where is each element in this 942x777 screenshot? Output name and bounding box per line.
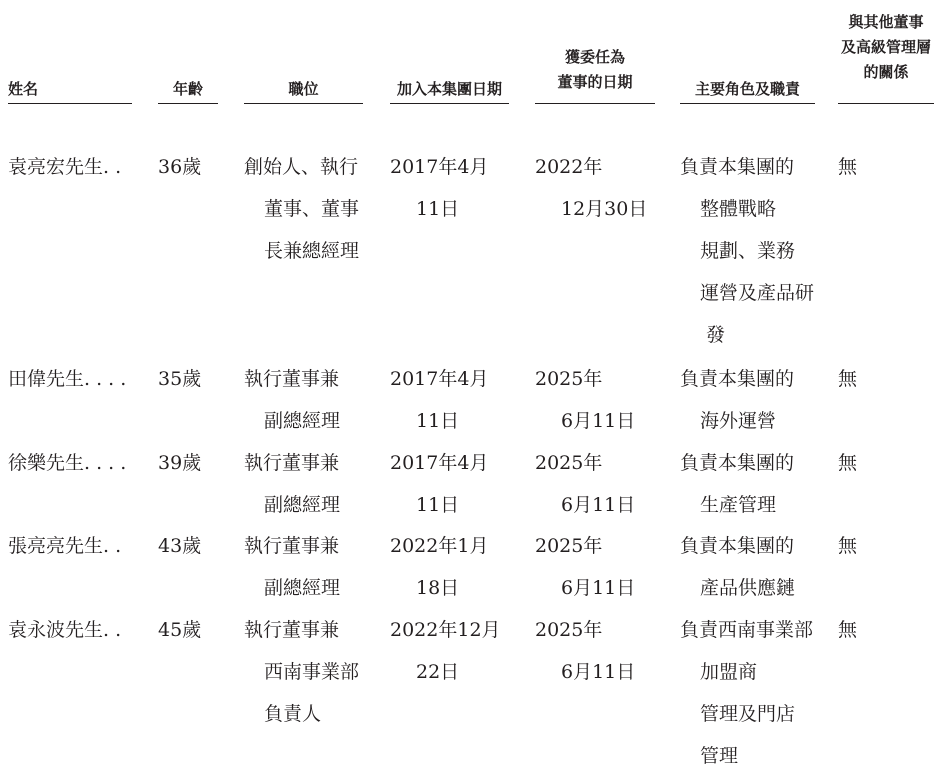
row-4-join-date-line: 18日 — [416, 577, 460, 599]
row-4-position — [244, 525, 340, 609]
header-appoint-date-line-2: 董事的日期 — [557, 73, 633, 91]
row-5-role-line: 管理及門店 — [700, 703, 796, 725]
row-1-name — [8, 146, 121, 188]
row-1-age-text: 36歲 — [158, 156, 202, 178]
row-3-position-line: 執行董事兼 — [244, 452, 340, 474]
row-4-role-line: 負責本集團的 — [680, 535, 795, 557]
row-1-role-line: 運營及產品研 — [700, 282, 815, 304]
row-2-join-date-line: 11日 — [416, 410, 460, 432]
row-3-role-line: 負責本集團的 — [680, 452, 795, 474]
row-2-appoint-date-line: 2025年 — [535, 368, 603, 390]
row-5-relationship — [838, 609, 857, 651]
header-role — [680, 77, 815, 102]
header-relationship-line-2: 及高級管理層 — [840, 38, 931, 56]
row-2-position-line: 執行董事兼 — [244, 368, 340, 390]
row-5-role-line: 管理 — [700, 745, 739, 767]
row-3-position — [244, 442, 340, 526]
row-2-age — [158, 358, 201, 400]
row-2-name-text: 田偉先生. . . . — [8, 368, 127, 390]
row-1-join-date — [390, 146, 488, 230]
row-3-appoint-date-line: 6月11日 — [561, 494, 636, 516]
row-5-position-line: 負責人 — [264, 703, 322, 725]
row-1-position — [244, 146, 359, 272]
row-1-appoint-date — [535, 146, 647, 230]
row-1-role-line: 負責本集團的 — [680, 156, 795, 178]
row-3-position-line: 副總經理 — [264, 494, 341, 516]
header-appoint-date-line-1: 獲委任為 — [564, 48, 625, 66]
row-3-name-text: 徐樂先生. . . . — [8, 452, 127, 474]
row-4-name-text: 張亮亮先生. . — [8, 535, 122, 557]
header-rule-join-date — [390, 103, 509, 104]
header-position — [244, 77, 363, 102]
row-4-name — [8, 525, 121, 567]
row-2-appoint-date — [535, 358, 635, 442]
row-5-role-line: 加盟商 — [700, 661, 758, 683]
row-1-join-date-line: 2017年4月 — [390, 156, 489, 178]
row-2-join-date — [390, 358, 488, 442]
row-2-relationship — [838, 358, 857, 400]
row-5-join-date-line: 22日 — [416, 661, 460, 683]
row-5-age-text: 45歲 — [158, 619, 202, 641]
row-2-age-text: 35歲 — [158, 368, 202, 390]
row-1-role-line: 發 — [706, 324, 726, 346]
row-3-join-date-line: 11日 — [416, 494, 460, 516]
row-4-role — [680, 525, 795, 609]
row-4-appoint-date — [535, 525, 635, 609]
header-rule-age — [158, 103, 218, 104]
row-2-relationship-text: 無 — [838, 368, 858, 390]
row-2-role-line: 負責本集團的 — [680, 368, 795, 390]
row-5-role-line: 負責西南事業部 — [680, 619, 814, 641]
row-4-appoint-date-line: 2025年 — [535, 535, 603, 557]
row-5-name — [8, 609, 121, 651]
header-role-line: 主要角色及職責 — [694, 80, 800, 98]
row-5-age — [158, 609, 201, 651]
header-rule-name — [8, 103, 132, 104]
row-1-name-text: 袁亮宏先生. . — [8, 156, 122, 178]
row-5-relationship-text: 無 — [838, 619, 858, 641]
row-5-position — [244, 609, 359, 735]
row-1-age — [158, 146, 201, 188]
row-1-role — [680, 146, 814, 356]
row-1-appoint-date-line: 12月30日 — [561, 198, 648, 220]
row-3-age — [158, 442, 201, 484]
row-1-appoint-date-line: 2022年 — [535, 156, 603, 178]
header-join-date-line: 加入本集團日期 — [396, 80, 502, 98]
header-rule-position — [244, 103, 363, 104]
header-position-line: 職位 — [288, 80, 319, 98]
row-2-role — [680, 358, 794, 442]
row-2-name — [8, 358, 126, 400]
row-4-appoint-date-line: 6月11日 — [561, 577, 636, 599]
row-4-relationship-text: 無 — [838, 535, 858, 557]
row-3-relationship-text: 無 — [838, 452, 858, 474]
row-4-relationship — [838, 525, 857, 567]
row-3-name — [8, 442, 126, 484]
row-5-position-line: 西南事業部 — [264, 661, 360, 683]
row-5-appoint-date-line: 6月11日 — [561, 661, 636, 683]
header-relationship-line-1: 與其他董事 — [848, 13, 924, 31]
row-3-relationship — [838, 442, 857, 484]
row-2-role-line: 海外運營 — [700, 410, 777, 432]
row-4-join-date — [390, 525, 488, 609]
row-4-position-line: 執行董事兼 — [244, 535, 340, 557]
row-3-appoint-date-line: 2025年 — [535, 452, 603, 474]
row-5-position-line: 執行董事兼 — [244, 619, 340, 641]
header-appoint-date — [535, 45, 655, 95]
row-3-join-date — [390, 442, 488, 526]
row-2-position — [244, 358, 340, 442]
row-2-join-date-line: 2017年4月 — [390, 368, 489, 390]
header-age — [158, 77, 218, 102]
row-5-join-date-line: 2022年12月 — [390, 619, 501, 641]
row-5-join-date — [390, 609, 501, 693]
row-3-role — [680, 442, 794, 526]
row-4-position-line: 副總經理 — [264, 577, 341, 599]
row-1-role-line: 整體戰略 — [700, 198, 777, 220]
row-1-role-line: 規劃、業務 — [700, 240, 796, 262]
header-name-line: 姓名 — [8, 80, 39, 98]
row-1-position-line: 長兼總經理 — [264, 240, 360, 262]
header-age-line: 年齡 — [172, 80, 203, 98]
row-1-relationship — [838, 146, 857, 188]
row-2-position-line: 副總經理 — [264, 410, 341, 432]
header-rule-appoint-date — [535, 103, 655, 104]
row-1-relationship-text: 無 — [838, 156, 858, 178]
row-3-role-line: 生產管理 — [700, 494, 777, 516]
row-4-join-date-line: 2022年1月 — [390, 535, 489, 557]
row-4-age-text: 43歲 — [158, 535, 202, 557]
row-5-appoint-date-line: 2025年 — [535, 619, 603, 641]
row-1-position-line: 董事、董事 — [264, 198, 360, 220]
header-join-date — [390, 77, 509, 102]
row-2-appoint-date-line: 6月11日 — [561, 410, 636, 432]
header-rule-relationship — [838, 103, 934, 104]
header-relationship — [838, 10, 934, 85]
row-5-appoint-date — [535, 609, 635, 693]
header-rule-role — [680, 103, 815, 104]
row-4-role-line: 產品供應鏈 — [700, 577, 796, 599]
row-4-age — [158, 525, 201, 567]
row-1-join-date-line: 11日 — [416, 198, 460, 220]
row-1-position-line: 創始人、執行 — [244, 156, 359, 178]
row-3-join-date-line: 2017年4月 — [390, 452, 489, 474]
row-5-name-text: 袁永波先生. . — [8, 619, 122, 641]
row-3-appoint-date — [535, 442, 635, 526]
header-name — [8, 77, 132, 102]
row-5-role — [680, 609, 813, 777]
header-relationship-line-3: 的關係 — [863, 63, 909, 81]
row-3-age-text: 39歲 — [158, 452, 202, 474]
